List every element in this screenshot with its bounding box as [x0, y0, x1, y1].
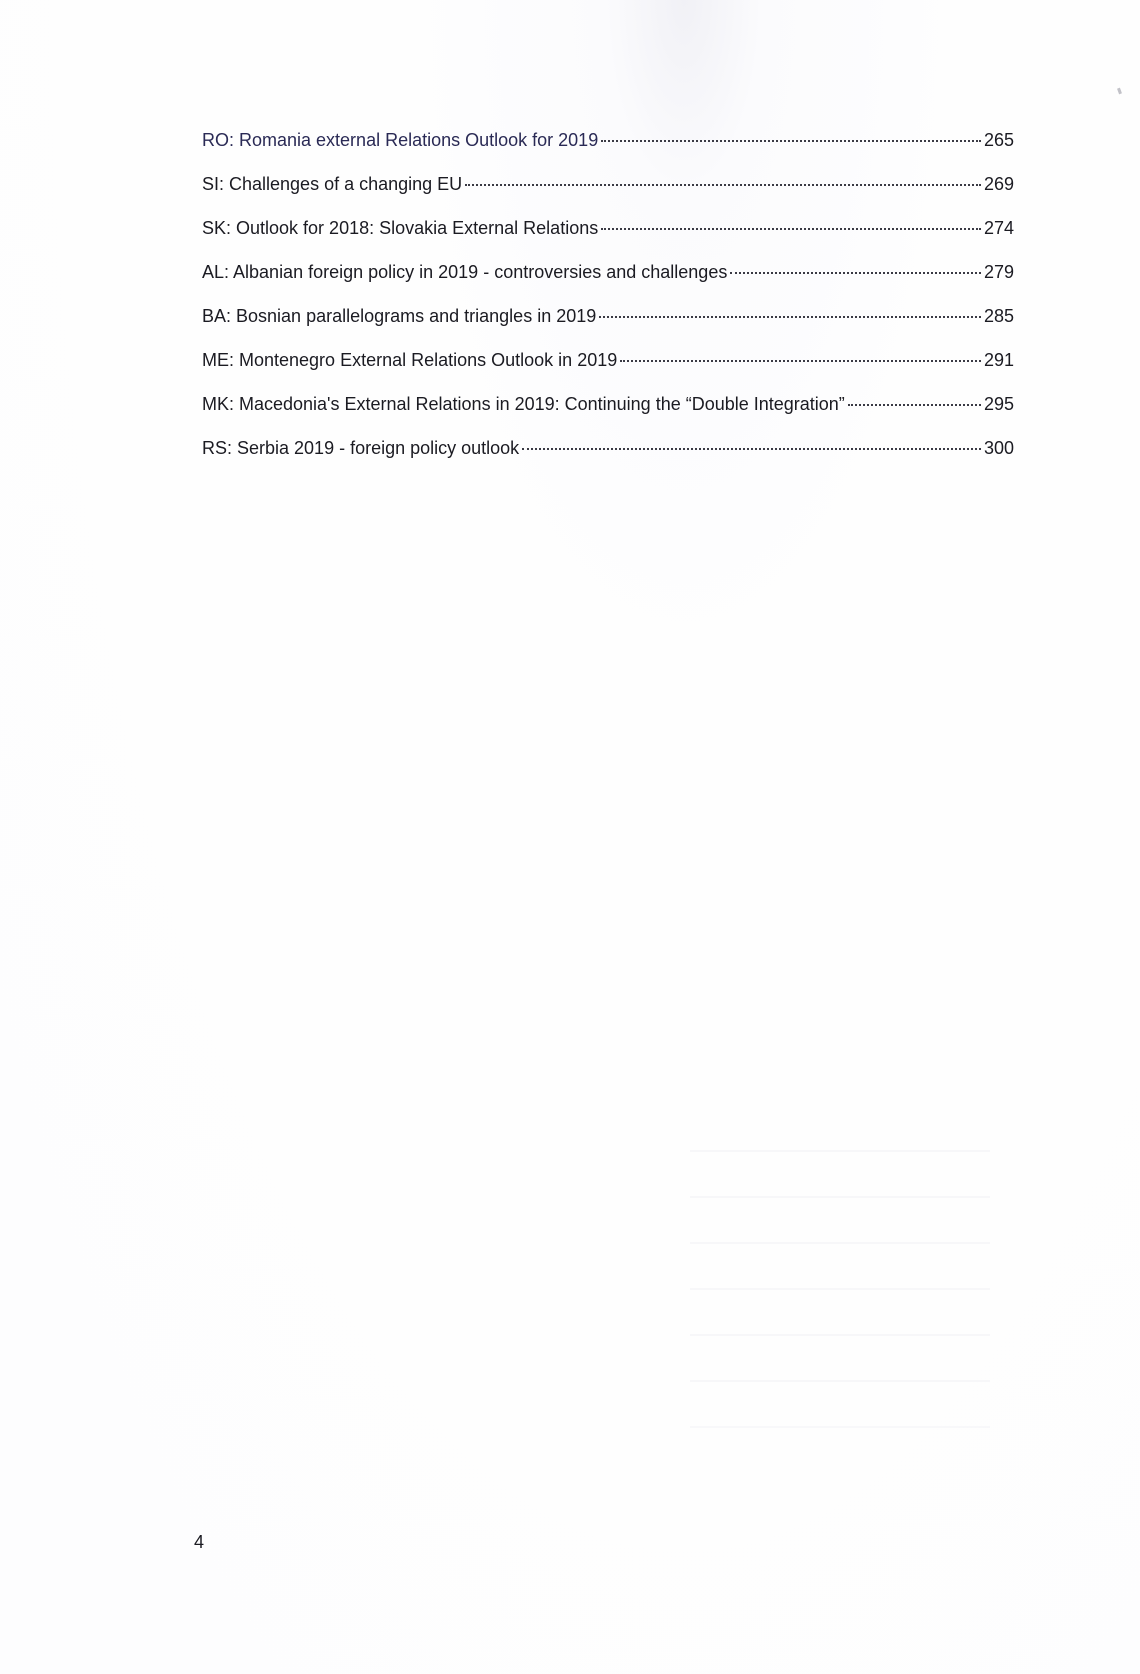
toc-dot-leader	[601, 227, 981, 230]
toc-entry-page: 291	[983, 350, 1014, 370]
toc-entry-page: 295	[983, 394, 1014, 414]
toc-entry-rs[interactable]	[202, 436, 1014, 480]
toc-entry-page: 300	[983, 438, 1014, 458]
toc-entry-title: SK: Outlook for 2018: Slovakia External Relations	[202, 218, 599, 238]
toc-entry-mk[interactable]	[202, 392, 1014, 436]
toc-entry-al[interactable]	[202, 260, 1014, 304]
toc-dot-leader	[730, 271, 981, 274]
toc-entry-page: 279	[983, 262, 1014, 282]
toc-entry-page: 285	[983, 306, 1014, 326]
toc-entry-sk[interactable]	[202, 216, 1014, 260]
toc-entry-ro[interactable]	[202, 128, 1014, 172]
toc-entry-title: SI: Challenges of a changing EU	[202, 174, 463, 194]
toc-entry-title: RS: Serbia 2019 - foreign policy outlook	[202, 438, 520, 458]
toc-entry-title: AL: Albanian foreign policy in 2019 - controversies and challenges	[202, 262, 728, 282]
toc-entry-title: BA: Bosnian parallelograms and triangles in 2019	[202, 306, 597, 326]
toc-entry-me[interactable]	[202, 348, 1014, 392]
toc-entry-ba[interactable]	[202, 304, 1014, 348]
toc-dot-leader	[465, 183, 981, 186]
toc-entry-page: 274	[983, 218, 1014, 238]
table-of-contents	[202, 128, 1014, 480]
toc-entry-title: RO: Romania external Relations Outlook for 2019	[202, 130, 599, 150]
page-number: 4	[194, 1532, 205, 1552]
toc-entry-title: MK: Macedonia's External Relations in 2019: Continuing the “Double Integration”	[202, 394, 845, 414]
toc-entry-si[interactable]	[202, 172, 1014, 216]
toc-entry-page: 265	[983, 130, 1014, 150]
toc-dot-leader	[599, 315, 981, 318]
toc-entry-title: ME: Montenegro External Relations Outlook in 2019	[202, 350, 618, 370]
show-through-lines	[690, 1150, 990, 1510]
toc-dot-leader	[620, 359, 981, 362]
scan-speck	[1117, 88, 1122, 95]
toc-dot-leader	[601, 139, 981, 142]
toc-entry-page: 269	[983, 174, 1014, 194]
toc-dot-leader	[522, 447, 981, 450]
toc-dot-leader	[848, 403, 981, 406]
